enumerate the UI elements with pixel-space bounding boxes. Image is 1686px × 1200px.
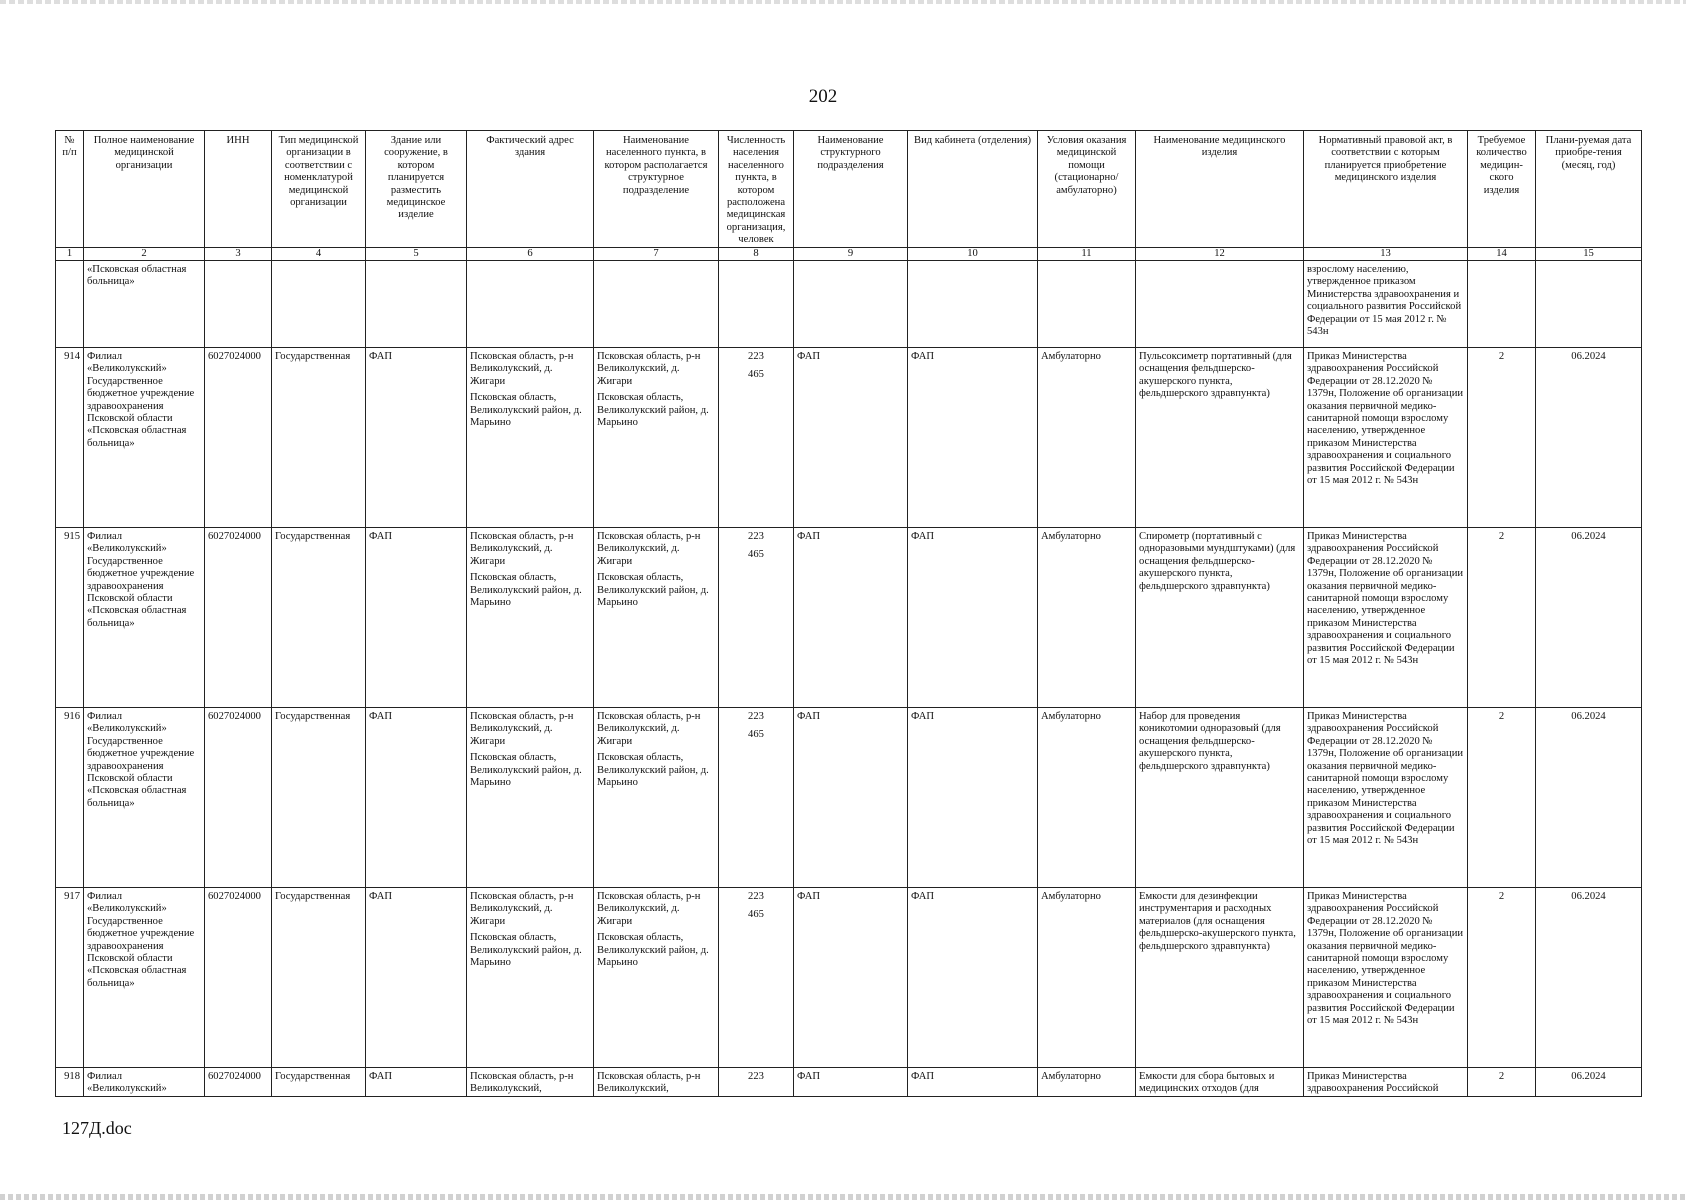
address-line: Псковская область, р-н Великолукский, д. Жигари bbox=[470, 531, 574, 567]
population-value: 465 bbox=[748, 729, 764, 741]
cell-empty bbox=[366, 261, 467, 348]
table-row bbox=[56, 348, 1642, 528]
col-header-locality: Наименование населенного пункта, в котором располагается структурное подразделение bbox=[594, 131, 719, 248]
cell-type: Государственная bbox=[272, 348, 366, 528]
cell-empty bbox=[1038, 261, 1136, 348]
cell-org: Филиал «Великолукский» Государственное бюджетное учреждение здравоохранения Псковской области «Псковская областная больница» bbox=[84, 528, 205, 708]
population-value: 223 bbox=[748, 531, 764, 542]
cell-empty bbox=[205, 261, 272, 348]
table-row bbox=[56, 528, 1642, 708]
cell-date: 06.2024 bbox=[1536, 888, 1642, 1068]
address-line: Псковская область, р-н Великолукский, д. Жигари bbox=[470, 891, 574, 927]
page-number: 202 bbox=[808, 86, 838, 107]
cell-device: Спирометр (портативный с одноразовыми мундштуками) (для оснащения фельдшерско-акушерского пункта, фельдшерского здравпункта) bbox=[1136, 528, 1304, 708]
column-number: 8 bbox=[719, 248, 794, 261]
col-header-device: Наименование медицинского изделия bbox=[1136, 131, 1304, 248]
footer-file-name: 127Д.doc bbox=[62, 1118, 132, 1138]
cell-qty: 2 bbox=[1468, 1068, 1536, 1097]
cell-act: Приказ Министерства здравоохранения Российской Федерации от 28.12.2020 № 1379н, Положение об организации оказания первичной медико-санитарной помощи взрослому населению, утвержденное приказом Министерства здравоохранения и социального развития Российской Федерации от 15 мая 2012 г. № 543н bbox=[1304, 888, 1468, 1068]
cell-locality bbox=[594, 888, 719, 1068]
cell-org: Филиал «Великолукский» bbox=[84, 1068, 205, 1097]
cell-device: Пульсоксиметр портативный (для оснащения фельдшерско-акушерского пункта, фельдшерского здравпункта) bbox=[1136, 348, 1304, 528]
cell-num: 914 bbox=[56, 348, 84, 528]
cell-population: 223 bbox=[719, 1068, 794, 1097]
locality-line: Псковская область, р-н Великолукский, д. Жигари bbox=[597, 531, 701, 567]
col-header-conditions: Условия оказания медицинской помощи (стационарно/ амбулаторно) bbox=[1038, 131, 1136, 248]
cell-building: ФАП bbox=[366, 888, 467, 1068]
column-number: 1 bbox=[56, 248, 84, 261]
cell-num: 915 bbox=[56, 528, 84, 708]
col-header-act: Нормативный правовой акт, в соответствии с которым планируется приобретение медицинского изделия bbox=[1304, 131, 1468, 248]
column-number: 14 bbox=[1468, 248, 1536, 261]
cell-population bbox=[719, 528, 794, 708]
table-row bbox=[56, 888, 1642, 1068]
column-number: 3 bbox=[205, 248, 272, 261]
cell-unit: ФАП bbox=[794, 348, 908, 528]
cell-qty: 2 bbox=[1468, 888, 1536, 1068]
cell-act: Приказ Министерства здравоохранения Российской Федерации от 28.12.2020 № 1379н, Положение об организации оказания первичной медико-санитарной помощи взрослому населению, утвержденное приказом Министерства здравоохранения и социального развития Российской Федерации от 15 мая 2012 г. № 543н bbox=[1304, 528, 1468, 708]
column-number: 12 bbox=[1136, 248, 1304, 261]
cell-empty bbox=[467, 261, 594, 348]
cell-conditions: Амбулаторно bbox=[1038, 1068, 1136, 1097]
cell-device: Набор для проведения коникотомии одноразовый (для оснащения фельдшерско-акушерского пункта, фельдшерского здравпункта) bbox=[1136, 708, 1304, 888]
address-line: Псковская область, р-н Великолукский, д. Жигари bbox=[470, 351, 574, 387]
cell-population bbox=[719, 708, 794, 888]
cell-unit: ФАП bbox=[794, 888, 908, 1068]
col-header-population: Численность населения населенного пункта, в котором расположена медицинская организация, человек bbox=[719, 131, 794, 248]
cell-unit: ФАП bbox=[794, 708, 908, 888]
locality-line: Псковская область, Великолукский район, д. Марьино bbox=[597, 752, 709, 788]
cell-conditions: Амбулаторно bbox=[1038, 708, 1136, 888]
column-number: 11 bbox=[1038, 248, 1136, 261]
cell-empty bbox=[719, 261, 794, 348]
population-value: 465 bbox=[748, 549, 764, 561]
cell-device: Емкости для сбора бытовых и медицинских отходов (для bbox=[1136, 1068, 1304, 1097]
cell-act: Приказ Министерства здравоохранения Российской bbox=[1304, 1068, 1468, 1097]
locality-line: Псковская область, р-н Великолукский, д. Жигари bbox=[597, 891, 701, 927]
column-number: 6 bbox=[467, 248, 594, 261]
cell-address: Псковская область, р-н Великолукский, bbox=[467, 1068, 594, 1097]
cell-cabinet: ФАП bbox=[908, 528, 1038, 708]
cell-conditions: Амбулаторно bbox=[1038, 528, 1136, 708]
locality-line: Псковская область, Великолукский район, д. Марьино bbox=[597, 572, 709, 608]
cell-act: Приказ Министерства здравоохранения Российской Федерации от 28.12.2020 № 1379н, Положение об организации оказания первичной медико-санитарной помощи взрослому населению, утвержденное приказом Министерства здравоохранения и социального развития Российской Федерации от 15 мая 2012 г. № 543н bbox=[1304, 348, 1468, 528]
scan-edge-top bbox=[0, 0, 1686, 4]
scan-edge-bottom bbox=[0, 1194, 1686, 1200]
address-line: Псковская область, Великолукский район, д. Марьино bbox=[470, 752, 582, 788]
cell-inn: 6027024000 bbox=[205, 1068, 272, 1097]
cell-empty bbox=[1468, 261, 1536, 348]
col-header-inn: ИНН bbox=[205, 131, 272, 248]
cell-empty bbox=[1136, 261, 1304, 348]
cell-locality bbox=[594, 348, 719, 528]
cell-date: 06.2024 bbox=[1536, 1068, 1642, 1097]
cell-qty: 2 bbox=[1468, 348, 1536, 528]
col-header-org: Полное наименование медицинской организации bbox=[84, 131, 205, 248]
col-header-date: Плани-руемая дата приобре-тения (месяц, год) bbox=[1536, 131, 1642, 248]
cell-building: ФАП bbox=[366, 528, 467, 708]
cell-unit: ФАП bbox=[794, 1068, 908, 1097]
cell-inn: 6027024000 bbox=[205, 528, 272, 708]
cell-address bbox=[467, 348, 594, 528]
cell-inn: 6027024000 bbox=[205, 348, 272, 528]
locality-line: Псковская область, р-н Великолукский, д. Жигари bbox=[597, 351, 701, 387]
cell-qty: 2 bbox=[1468, 708, 1536, 888]
cell-empty bbox=[594, 261, 719, 348]
cell-address bbox=[467, 888, 594, 1068]
col-header-num: № п/п bbox=[56, 131, 84, 248]
cell-type: Государственная bbox=[272, 1068, 366, 1097]
column-number: 13 bbox=[1304, 248, 1468, 261]
medical-device-register-table bbox=[55, 130, 1642, 1097]
locality-line: Псковская область, Великолукский район, д. Марьино bbox=[597, 932, 709, 968]
table-row bbox=[56, 708, 1642, 888]
cell-org-continued: «Псковская областная больница» bbox=[84, 261, 205, 348]
cell-org: Филиал «Великолукский» Государственное бюджетное учреждение здравоохранения Псковской области «Псковская областная больница» bbox=[84, 708, 205, 888]
cell-locality bbox=[594, 528, 719, 708]
cell-conditions: Амбулаторно bbox=[1038, 888, 1136, 1068]
cell-date: 06.2024 bbox=[1536, 708, 1642, 888]
population-value: 465 bbox=[748, 369, 764, 381]
cell-act-continued: взрослому населению, утвержденное приказом Министерства здравоохранения и социального развития Российской Федерации от 15 мая 2012 г. № 543н bbox=[1304, 261, 1468, 348]
cell-empty bbox=[908, 261, 1038, 348]
cell-type: Государственная bbox=[272, 708, 366, 888]
cell-building: ФАП bbox=[366, 1068, 467, 1097]
col-header-address: Фактический адрес здания bbox=[467, 131, 594, 248]
col-header-building: Здание или сооружение, в котором планируется разместить медицинское изделие bbox=[366, 131, 467, 248]
cell-conditions: Амбулаторно bbox=[1038, 348, 1136, 528]
cell-address bbox=[467, 708, 594, 888]
header-row bbox=[56, 131, 1642, 248]
cell-date: 06.2024 bbox=[1536, 528, 1642, 708]
col-header-unit: Наименование структурного подразделения bbox=[794, 131, 908, 248]
cell-num: 917 bbox=[56, 888, 84, 1068]
cell-cabinet: ФАП bbox=[908, 1068, 1038, 1097]
cell-empty bbox=[1536, 261, 1642, 348]
cell-empty bbox=[56, 261, 84, 348]
col-header-type: Тип медицинской организации в соответствии с номенклатурой медицинской организации bbox=[272, 131, 366, 248]
column-number: 9 bbox=[794, 248, 908, 261]
cell-cabinet: ФАП bbox=[908, 348, 1038, 528]
cell-inn: 6027024000 bbox=[205, 888, 272, 1068]
address-line: Псковская область, Великолукский район, д. Марьино bbox=[470, 932, 582, 968]
address-line: Псковская область, р-н Великолукский, д. Жигари bbox=[470, 711, 574, 747]
cell-num: 918 bbox=[56, 1068, 84, 1097]
cell-unit: ФАП bbox=[794, 528, 908, 708]
cell-empty bbox=[272, 261, 366, 348]
cell-population bbox=[719, 888, 794, 1068]
cell-locality bbox=[594, 708, 719, 888]
column-number: 4 bbox=[272, 248, 366, 261]
cell-device: Емкости для дезинфекции инструментария и расходных материалов (для оснащения фельдшерско-акушерского пункта, фельдшерского здравпункта) bbox=[1136, 888, 1304, 1068]
population-value: 223 bbox=[748, 891, 764, 902]
cell-act: Приказ Министерства здравоохранения Российской Федерации от 28.12.2020 № 1379н, Положение об организации оказания первичной медико-санитарной помощи взрослому населению, утвержденное приказом Министерства здравоохранения и социального развития Российской Федерации от 15 мая 2012 г. № 543н bbox=[1304, 708, 1468, 888]
cell-org: Филиал «Великолукский» Государственное бюджетное учреждение здравоохранения Псковской области «Псковская областная больница» bbox=[84, 348, 205, 528]
cell-org: Филиал «Великолукский» Государственное бюджетное учреждение здравоохранения Псковской области «Псковская областная больница» bbox=[84, 888, 205, 1068]
column-number: 7 bbox=[594, 248, 719, 261]
col-header-cabinet: Вид кабинета (отделения) bbox=[908, 131, 1038, 248]
column-number: 10 bbox=[908, 248, 1038, 261]
cell-qty: 2 bbox=[1468, 528, 1536, 708]
column-number: 2 bbox=[84, 248, 205, 261]
locality-line: Псковская область, р-н Великолукский, д. Жигари bbox=[597, 711, 701, 747]
locality-line: Псковская область, Великолукский район, д. Марьино bbox=[597, 392, 709, 428]
population-value: 465 bbox=[748, 909, 764, 921]
col-header-qty: Требуемое количество медицин-ского изделия bbox=[1468, 131, 1536, 248]
address-line: Псковская область, Великолукский район, д. Марьино bbox=[470, 572, 582, 608]
column-number: 5 bbox=[366, 248, 467, 261]
cell-inn: 6027024000 bbox=[205, 708, 272, 888]
cell-population bbox=[719, 348, 794, 528]
cell-type: Государственная bbox=[272, 888, 366, 1068]
cell-date: 06.2024 bbox=[1536, 348, 1642, 528]
cell-address bbox=[467, 528, 594, 708]
cell-locality: Псковская область, р-н Великолукский, bbox=[594, 1068, 719, 1097]
cell-cabinet: ФАП bbox=[908, 708, 1038, 888]
continuation-row bbox=[56, 261, 1642, 348]
cell-cabinet: ФАП bbox=[908, 888, 1038, 1068]
table-row-truncated bbox=[56, 1068, 1642, 1097]
population-value: 223 bbox=[748, 711, 764, 722]
cell-building: ФАП bbox=[366, 708, 467, 888]
cell-building: ФАП bbox=[366, 348, 467, 528]
cell-num: 916 bbox=[56, 708, 84, 888]
column-number-row bbox=[56, 248, 1642, 261]
population-value: 223 bbox=[748, 351, 764, 362]
column-number: 15 bbox=[1536, 248, 1642, 261]
cell-type: Государственная bbox=[272, 528, 366, 708]
cell-empty bbox=[794, 261, 908, 348]
address-line: Псковская область, Великолукский район, д. Марьино bbox=[470, 392, 582, 428]
